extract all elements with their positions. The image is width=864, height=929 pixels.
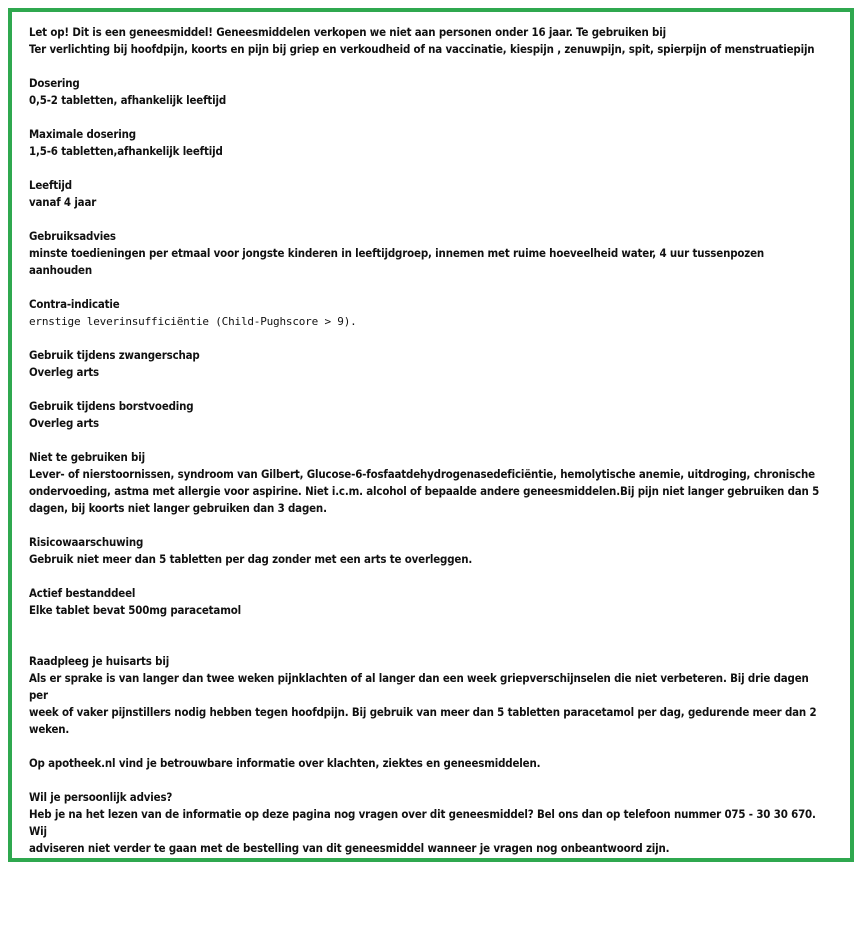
warning-line-1: Let op! Dit is een geneesmiddel! Geneesmiddelen verkopen we niet aan personen onder 16 jaar. Te gebruiken bij <box>29 25 666 39</box>
dosering-heading: Dosering <box>29 76 80 90</box>
borstvoeding-text: Overleg arts <box>29 416 99 430</box>
max-dosering-text: 1,5-6 tabletten,afhankelijk leeftijd <box>29 144 223 158</box>
huisarts-heading: Raadpleeg je huisarts bij <box>29 654 170 668</box>
contra-indicatie-text: ernstige leverinsufficiëntie (Child-Pughscore > 9). <box>29 315 357 328</box>
niet-gebruiken-line-1: Lever- of nierstoornissen, syndroom van Gilbert, Glucose-6-fosfaatdehydrogenasedeficiëntie, hemolytische anemie, uitdroging, chronische <box>29 467 815 481</box>
advies-line-1: Heb je na het lezen van de informatie op deze pagina nog vragen over dit geneesmiddel? Bel ons dan op telefoon nummer 075 - 30 30 670. Wij <box>29 807 820 838</box>
huisarts-line-2: week of vaker pijnstillers nodig hebben tegen hoofdpijn. Bij gebruik van meer dan 5 tabletten paracetamol per dag, gedurende meer dan 2 <box>29 705 817 719</box>
actief-heading: Actief bestanddeel <box>29 586 136 600</box>
advies-line-2: adviseren niet verder te gaan met de bestelling van dit geneesmiddel wanneer je vragen nog onbeantwoord zijn. <box>29 841 670 855</box>
gebruiksadvies-heading: Gebruiksadvies <box>29 229 116 243</box>
borstvoeding-heading: Gebruik tijdens borstvoeding <box>29 399 194 413</box>
medicine-info-content <box>29 24 829 857</box>
apotheek-text: Op apotheek.nl vind je betrouwbare informatie over klachten, ziektes en geneesmiddelen. <box>29 756 541 770</box>
leeftijd-heading: Leeftijd <box>29 178 72 192</box>
leeftijd-text: vanaf 4 jaar <box>29 195 97 209</box>
niet-gebruiken-line-2: ondervoeding, astma met allergie voor aspirine. Niet i.c.m. alcohol of bepaalde andere geneesmiddelen.Bij pijn niet langer gebruiken dan 5 <box>29 484 820 498</box>
risico-text: Gebruik niet meer dan 5 tabletten per dag zonder met een arts te overleggen. <box>29 552 473 566</box>
advies-heading: Wil je persoonlijk advies? <box>29 790 173 804</box>
huisarts-line-3: weken. <box>29 722 70 736</box>
huisarts-line-1: Als er sprake is van langer dan twee weken pijnklachten of al langer dan een week griepverschijnselen die niet verbeteren. Bij drie dagen per <box>29 671 813 702</box>
zwangerschap-heading: Gebruik tijdens zwangerschap <box>29 348 200 362</box>
contra-indicatie-heading: Contra-indicatie <box>29 297 120 311</box>
dosering-text: 0,5-2 tabletten, afhankelijk leeftijd <box>29 93 227 107</box>
info-frame <box>8 8 854 862</box>
risico-heading: Risicowaarschuwing <box>29 535 144 549</box>
zwangerschap-text: Overleg arts <box>29 365 99 379</box>
warning-line-2: Ter verlichting bij hoofdpijn, koorts en pijn bij griep en verkoudheid of na vaccinatie, kiespijn , zenuwpijn, spit, spierpijn of menstruatiepijn <box>29 42 815 56</box>
actief-text: Elke tablet bevat 500mg paracetamol <box>29 603 241 617</box>
niet-gebruiken-line-3: dagen, bij koorts niet langer gebruiken dan 3 dagen. <box>29 501 327 515</box>
max-dosering-heading: Maximale dosering <box>29 127 136 141</box>
gebruiksadvies-text: minste toedieningen per etmaal voor jongste kinderen in leeftijdgroep, innemen met ruime hoeveelheid water, 4 uur tussenpozen aanhouden <box>29 246 768 277</box>
niet-gebruiken-heading: Niet te gebruiken bij <box>29 450 145 464</box>
